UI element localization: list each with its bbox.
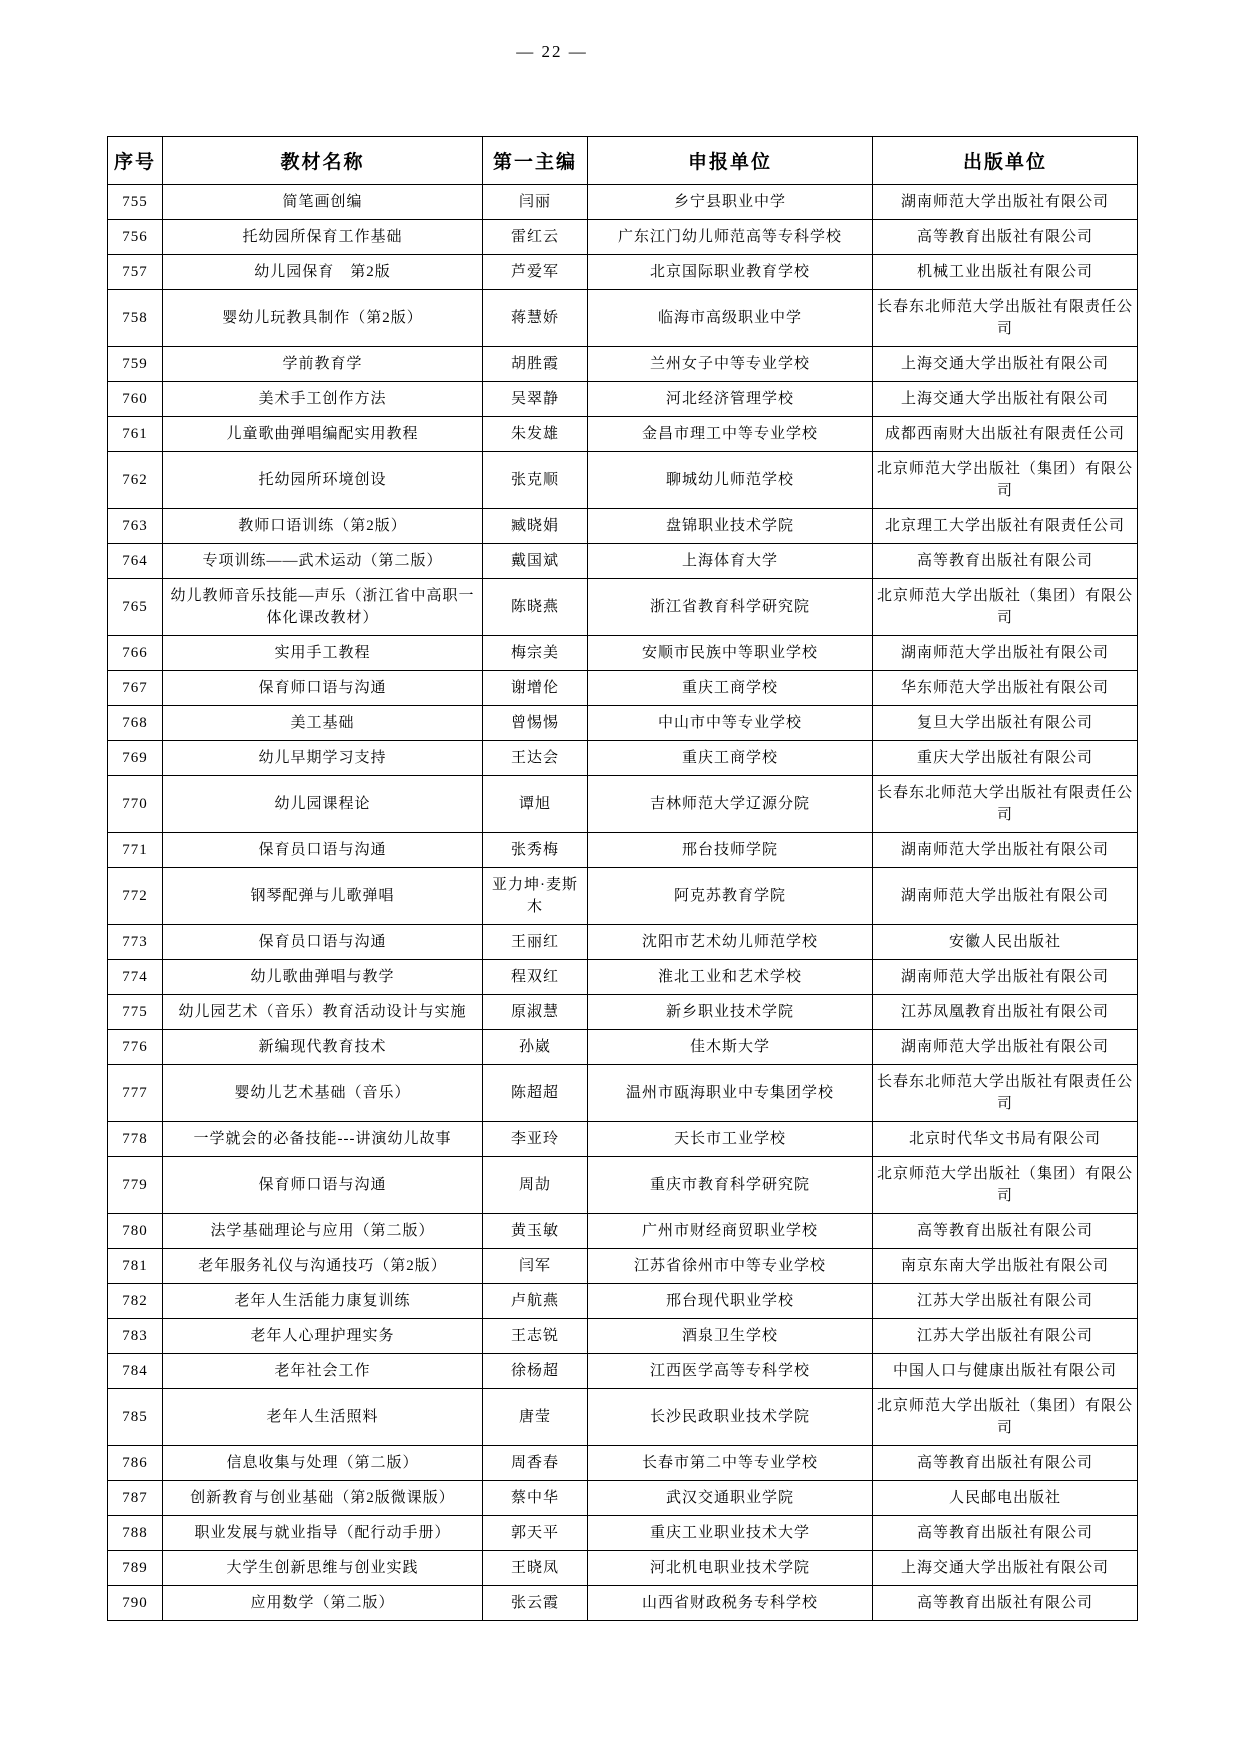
cell-editor: 王丽红 [483,925,588,960]
cell-editor: 张克顺 [483,452,588,509]
cell-title: 法学基础理论与应用（第二版） [163,1214,483,1249]
cell-publisher: 高等教育出版社有限公司 [873,1516,1138,1551]
cell-title: 婴幼儿艺术基础（音乐） [163,1065,483,1122]
cell-publisher: 北京师范大学出版社（集团）有限公司 [873,1157,1138,1214]
cell-editor: 闫军 [483,1249,588,1284]
table-row [108,220,1138,255]
cell-editor: 王志锐 [483,1319,588,1354]
cell-applicant: 江西医学高等专科学校 [588,1354,873,1389]
cell-seq: 769 [108,741,163,776]
cell-title: 保育员口语与沟通 [163,925,483,960]
textbook-table [107,136,1138,1621]
cell-seq: 764 [108,544,163,579]
page-number: — 22 — [516,42,588,61]
cell-title: 新编现代教育技术 [163,1030,483,1065]
cell-publisher: 北京师范大学出版社（集团）有限公司 [873,452,1138,509]
cell-seq: 767 [108,671,163,706]
cell-editor: 朱发雄 [483,417,588,452]
cell-editor: 蔡中华 [483,1481,588,1516]
cell-seq: 780 [108,1214,163,1249]
cell-seq: 766 [108,636,163,671]
cell-seq: 775 [108,995,163,1030]
cell-seq: 777 [108,1065,163,1122]
cell-publisher: 北京时代华文书局有限公司 [873,1122,1138,1157]
cell-applicant: 新乡职业技术学院 [588,995,873,1030]
cell-editor: 戴国斌 [483,544,588,579]
cell-editor: 谢增伦 [483,671,588,706]
cell-applicant: 江苏省徐州市中等专业学校 [588,1249,873,1284]
cell-title: 美术手工创作方法 [163,382,483,417]
cell-editor: 王晓凤 [483,1551,588,1586]
cell-applicant: 广东江门幼儿师范高等专科学校 [588,220,873,255]
cell-publisher: 长春东北师范大学出版社有限责任公司 [873,290,1138,347]
column-header-seq: 序号 [108,137,163,185]
cell-title: 一学就会的必备技能---讲演幼儿故事 [163,1122,483,1157]
cell-applicant: 聊城幼儿师范学校 [588,452,873,509]
cell-publisher: 高等教育出版社有限公司 [873,1586,1138,1621]
table-row [108,382,1138,417]
cell-applicant: 广州市财经商贸职业学校 [588,1214,873,1249]
cell-applicant: 沈阳市艺术幼儿师范学校 [588,925,873,960]
cell-applicant: 重庆工商学校 [588,741,873,776]
cell-editor: 闫丽 [483,185,588,220]
cell-seq: 787 [108,1481,163,1516]
cell-seq: 783 [108,1319,163,1354]
cell-title: 专项训练——武术运动（第二版） [163,544,483,579]
cell-title: 托幼园所保育工作基础 [163,220,483,255]
cell-applicant: 重庆工业职业技术大学 [588,1516,873,1551]
cell-title: 老年人心理护理实务 [163,1319,483,1354]
cell-editor: 周香春 [483,1446,588,1481]
table-row [108,1122,1138,1157]
cell-title: 信息收集与处理（第二版） [163,1446,483,1481]
table-row [108,636,1138,671]
cell-publisher: 湖南师范大学出版社有限公司 [873,1030,1138,1065]
table-row [108,1249,1138,1284]
table-row [108,706,1138,741]
cell-publisher: 高等教育出版社有限公司 [873,544,1138,579]
cell-editor: 原淑慧 [483,995,588,1030]
cell-title: 美工基础 [163,706,483,741]
table-body [108,185,1138,1621]
cell-seq: 788 [108,1516,163,1551]
cell-applicant: 盘锦职业技术学院 [588,509,873,544]
cell-applicant: 山西省财政税务专科学校 [588,1586,873,1621]
table-row [108,417,1138,452]
cell-applicant: 武汉交通职业学院 [588,1481,873,1516]
cell-title: 应用数学（第二版） [163,1586,483,1621]
table-row [108,185,1138,220]
cell-title: 保育师口语与沟通 [163,671,483,706]
cell-title: 钢琴配弹与儿歌弹唱 [163,868,483,925]
cell-seq: 758 [108,290,163,347]
cell-title: 学前教育学 [163,347,483,382]
table-row [108,960,1138,995]
table-row [108,1481,1138,1516]
cell-title: 幼儿教师音乐技能—声乐（浙江省中高职一体化课改教材） [163,579,483,636]
cell-seq: 772 [108,868,163,925]
table-row [108,1319,1138,1354]
cell-publisher: 复旦大学出版社有限公司 [873,706,1138,741]
cell-publisher: 北京师范大学出版社（集团）有限公司 [873,579,1138,636]
cell-seq: 784 [108,1354,163,1389]
cell-applicant: 阿克苏教育学院 [588,868,873,925]
table-row [108,1551,1138,1586]
cell-seq: 790 [108,1586,163,1621]
cell-editor: 徐杨超 [483,1354,588,1389]
cell-publisher: 湖南师范大学出版社有限公司 [873,636,1138,671]
cell-seq: 759 [108,347,163,382]
cell-applicant: 中山市中等专业学校 [588,706,873,741]
cell-publisher: 江苏凤凰教育出版社有限公司 [873,995,1138,1030]
table-row [108,776,1138,833]
table-row [108,1389,1138,1446]
cell-seq: 760 [108,382,163,417]
cell-editor: 胡胜霞 [483,347,588,382]
cell-seq: 789 [108,1551,163,1586]
cell-title: 职业发展与就业指导（配行动手册） [163,1516,483,1551]
cell-applicant: 兰州女子中等专业学校 [588,347,873,382]
cell-title: 幼儿园保育 第2版 [163,255,483,290]
cell-editor: 芦爱军 [483,255,588,290]
cell-publisher: 湖南师范大学出版社有限公司 [873,960,1138,995]
cell-publisher: 华东师范大学出版社有限公司 [873,671,1138,706]
cell-publisher: 湖南师范大学出版社有限公司 [873,868,1138,925]
cell-seq: 786 [108,1446,163,1481]
cell-applicant: 临海市高级职业中学 [588,290,873,347]
cell-seq: 782 [108,1284,163,1319]
cell-editor: 陈超超 [483,1065,588,1122]
cell-seq: 773 [108,925,163,960]
cell-seq: 761 [108,417,163,452]
cell-editor: 陈晓燕 [483,579,588,636]
table-row [108,868,1138,925]
cell-editor: 王达会 [483,741,588,776]
cell-applicant: 浙江省教育科学研究院 [588,579,873,636]
cell-applicant: 温州市瓯海职业中专集团学校 [588,1065,873,1122]
cell-title: 幼儿歌曲弹唱与教学 [163,960,483,995]
cell-applicant: 金昌市理工中等专业学校 [588,417,873,452]
cell-publisher: 北京理工大学出版社有限责任公司 [873,509,1138,544]
table-row [108,452,1138,509]
cell-editor: 卢航燕 [483,1284,588,1319]
cell-publisher: 人民邮电出版社 [873,1481,1138,1516]
cell-publisher: 上海交通大学出版社有限公司 [873,1551,1138,1586]
cell-applicant: 淮北工业和艺术学校 [588,960,873,995]
cell-editor: 张秀梅 [483,833,588,868]
table-row [108,1157,1138,1214]
cell-title: 老年人生活能力康复训练 [163,1284,483,1319]
cell-seq: 756 [108,220,163,255]
table-row [108,1284,1138,1319]
textbook-table-container [107,136,1137,1621]
cell-title: 创新教育与创业基础（第2版微课版） [163,1481,483,1516]
cell-title: 教师口语训练（第2版） [163,509,483,544]
cell-publisher: 长春东北师范大学出版社有限责任公司 [873,1065,1138,1122]
table-row [108,544,1138,579]
cell-title: 保育员口语与沟通 [163,833,483,868]
cell-title: 保育师口语与沟通 [163,1157,483,1214]
cell-publisher: 北京师范大学出版社（集团）有限公司 [873,1389,1138,1446]
cell-applicant: 河北经济管理学校 [588,382,873,417]
cell-editor: 程双红 [483,960,588,995]
table-row [108,1446,1138,1481]
cell-publisher: 上海交通大学出版社有限公司 [873,382,1138,417]
cell-title: 幼儿园艺术（音乐）教育活动设计与实施 [163,995,483,1030]
column-header-editor: 第一主编 [483,137,588,185]
cell-applicant: 佳木斯大学 [588,1030,873,1065]
cell-applicant: 吉林师范大学辽源分院 [588,776,873,833]
cell-editor: 郭天平 [483,1516,588,1551]
table-row [108,509,1138,544]
cell-publisher: 机械工业出版社有限公司 [873,255,1138,290]
cell-publisher: 高等教育出版社有限公司 [873,1214,1138,1249]
cell-editor: 亚力坤·麦斯木 [483,868,588,925]
table-row [108,925,1138,960]
cell-seq: 763 [108,509,163,544]
cell-seq: 762 [108,452,163,509]
cell-applicant: 长春市第二中等专业学校 [588,1446,873,1481]
cell-title: 婴幼儿玩教具制作（第2版） [163,290,483,347]
cell-publisher: 安徽人民出版社 [873,925,1138,960]
table-row [108,741,1138,776]
table-row [108,833,1138,868]
cell-title: 儿童歌曲弹唱编配实用教程 [163,417,483,452]
page-footer [107,42,1137,62]
cell-seq: 770 [108,776,163,833]
cell-publisher: 湖南师范大学出版社有限公司 [873,833,1138,868]
table-row [108,1586,1138,1621]
cell-editor: 唐莹 [483,1389,588,1446]
cell-seq: 774 [108,960,163,995]
column-header-title: 教材名称 [163,137,483,185]
cell-title: 大学生创新思维与创业实践 [163,1551,483,1586]
cell-applicant: 天长市工业学校 [588,1122,873,1157]
table-header [108,137,1138,185]
cell-title: 老年服务礼仪与沟通技巧（第2版） [163,1249,483,1284]
cell-applicant: 邢台技师学院 [588,833,873,868]
cell-applicant: 邢台现代职业学校 [588,1284,873,1319]
cell-publisher: 长春东北师范大学出版社有限责任公司 [873,776,1138,833]
cell-publisher: 高等教育出版社有限公司 [873,220,1138,255]
cell-applicant: 长沙民政职业技术学院 [588,1389,873,1446]
cell-seq: 778 [108,1122,163,1157]
column-header-publisher: 出版单位 [873,137,1138,185]
cell-applicant: 酒泉卫生学校 [588,1319,873,1354]
cell-editor: 曾惕惕 [483,706,588,741]
cell-editor: 孙崴 [483,1030,588,1065]
table-row [108,290,1138,347]
table-row [108,1214,1138,1249]
cell-applicant: 上海体育大学 [588,544,873,579]
cell-seq: 757 [108,255,163,290]
cell-seq: 776 [108,1030,163,1065]
table-row [108,1354,1138,1389]
cell-editor: 雷红云 [483,220,588,255]
cell-editor: 臧晓娟 [483,509,588,544]
cell-publisher: 高等教育出版社有限公司 [873,1446,1138,1481]
cell-publisher: 中国人口与健康出版社有限公司 [873,1354,1138,1389]
cell-seq: 779 [108,1157,163,1214]
table-row [108,579,1138,636]
cell-applicant: 重庆市教育科学研究院 [588,1157,873,1214]
cell-applicant: 北京国际职业教育学校 [588,255,873,290]
cell-title: 实用手工教程 [163,636,483,671]
cell-title: 幼儿早期学习支持 [163,741,483,776]
cell-applicant: 河北机电职业技术学院 [588,1551,873,1586]
cell-publisher: 南京东南大学出版社有限公司 [873,1249,1138,1284]
cell-editor: 蒋慧娇 [483,290,588,347]
cell-publisher: 重庆大学出版社有限公司 [873,741,1138,776]
cell-editor: 李亚玲 [483,1122,588,1157]
table-row [108,347,1138,382]
cell-title: 简笔画创编 [163,185,483,220]
cell-applicant: 安顺市民族中等职业学校 [588,636,873,671]
cell-publisher: 上海交通大学出版社有限公司 [873,347,1138,382]
cell-publisher: 江苏大学出版社有限公司 [873,1319,1138,1354]
table-row [108,1030,1138,1065]
cell-seq: 768 [108,706,163,741]
cell-editor: 谭旭 [483,776,588,833]
cell-editor: 黄玉敏 [483,1214,588,1249]
cell-editor: 周劼 [483,1157,588,1214]
cell-applicant: 重庆工商学校 [588,671,873,706]
cell-seq: 785 [108,1389,163,1446]
cell-publisher: 湖南师范大学出版社有限公司 [873,185,1138,220]
table-row [108,1516,1138,1551]
table-row [108,995,1138,1030]
table-row [108,671,1138,706]
cell-title: 老年社会工作 [163,1354,483,1389]
cell-applicant: 乡宁县职业中学 [588,185,873,220]
header-row [108,137,1138,185]
cell-seq: 771 [108,833,163,868]
column-header-applicant: 申报单位 [588,137,873,185]
cell-editor: 张云霞 [483,1586,588,1621]
cell-seq: 755 [108,185,163,220]
cell-title: 幼儿园课程论 [163,776,483,833]
cell-editor: 吴翠静 [483,382,588,417]
cell-publisher: 成都西南财大出版社有限责任公司 [873,417,1138,452]
cell-editor: 梅宗美 [483,636,588,671]
cell-publisher: 江苏大学出版社有限公司 [873,1284,1138,1319]
cell-seq: 781 [108,1249,163,1284]
cell-seq: 765 [108,579,163,636]
table-row [108,1065,1138,1122]
cell-title: 托幼园所环境创设 [163,452,483,509]
cell-title: 老年人生活照料 [163,1389,483,1446]
table-row [108,255,1138,290]
